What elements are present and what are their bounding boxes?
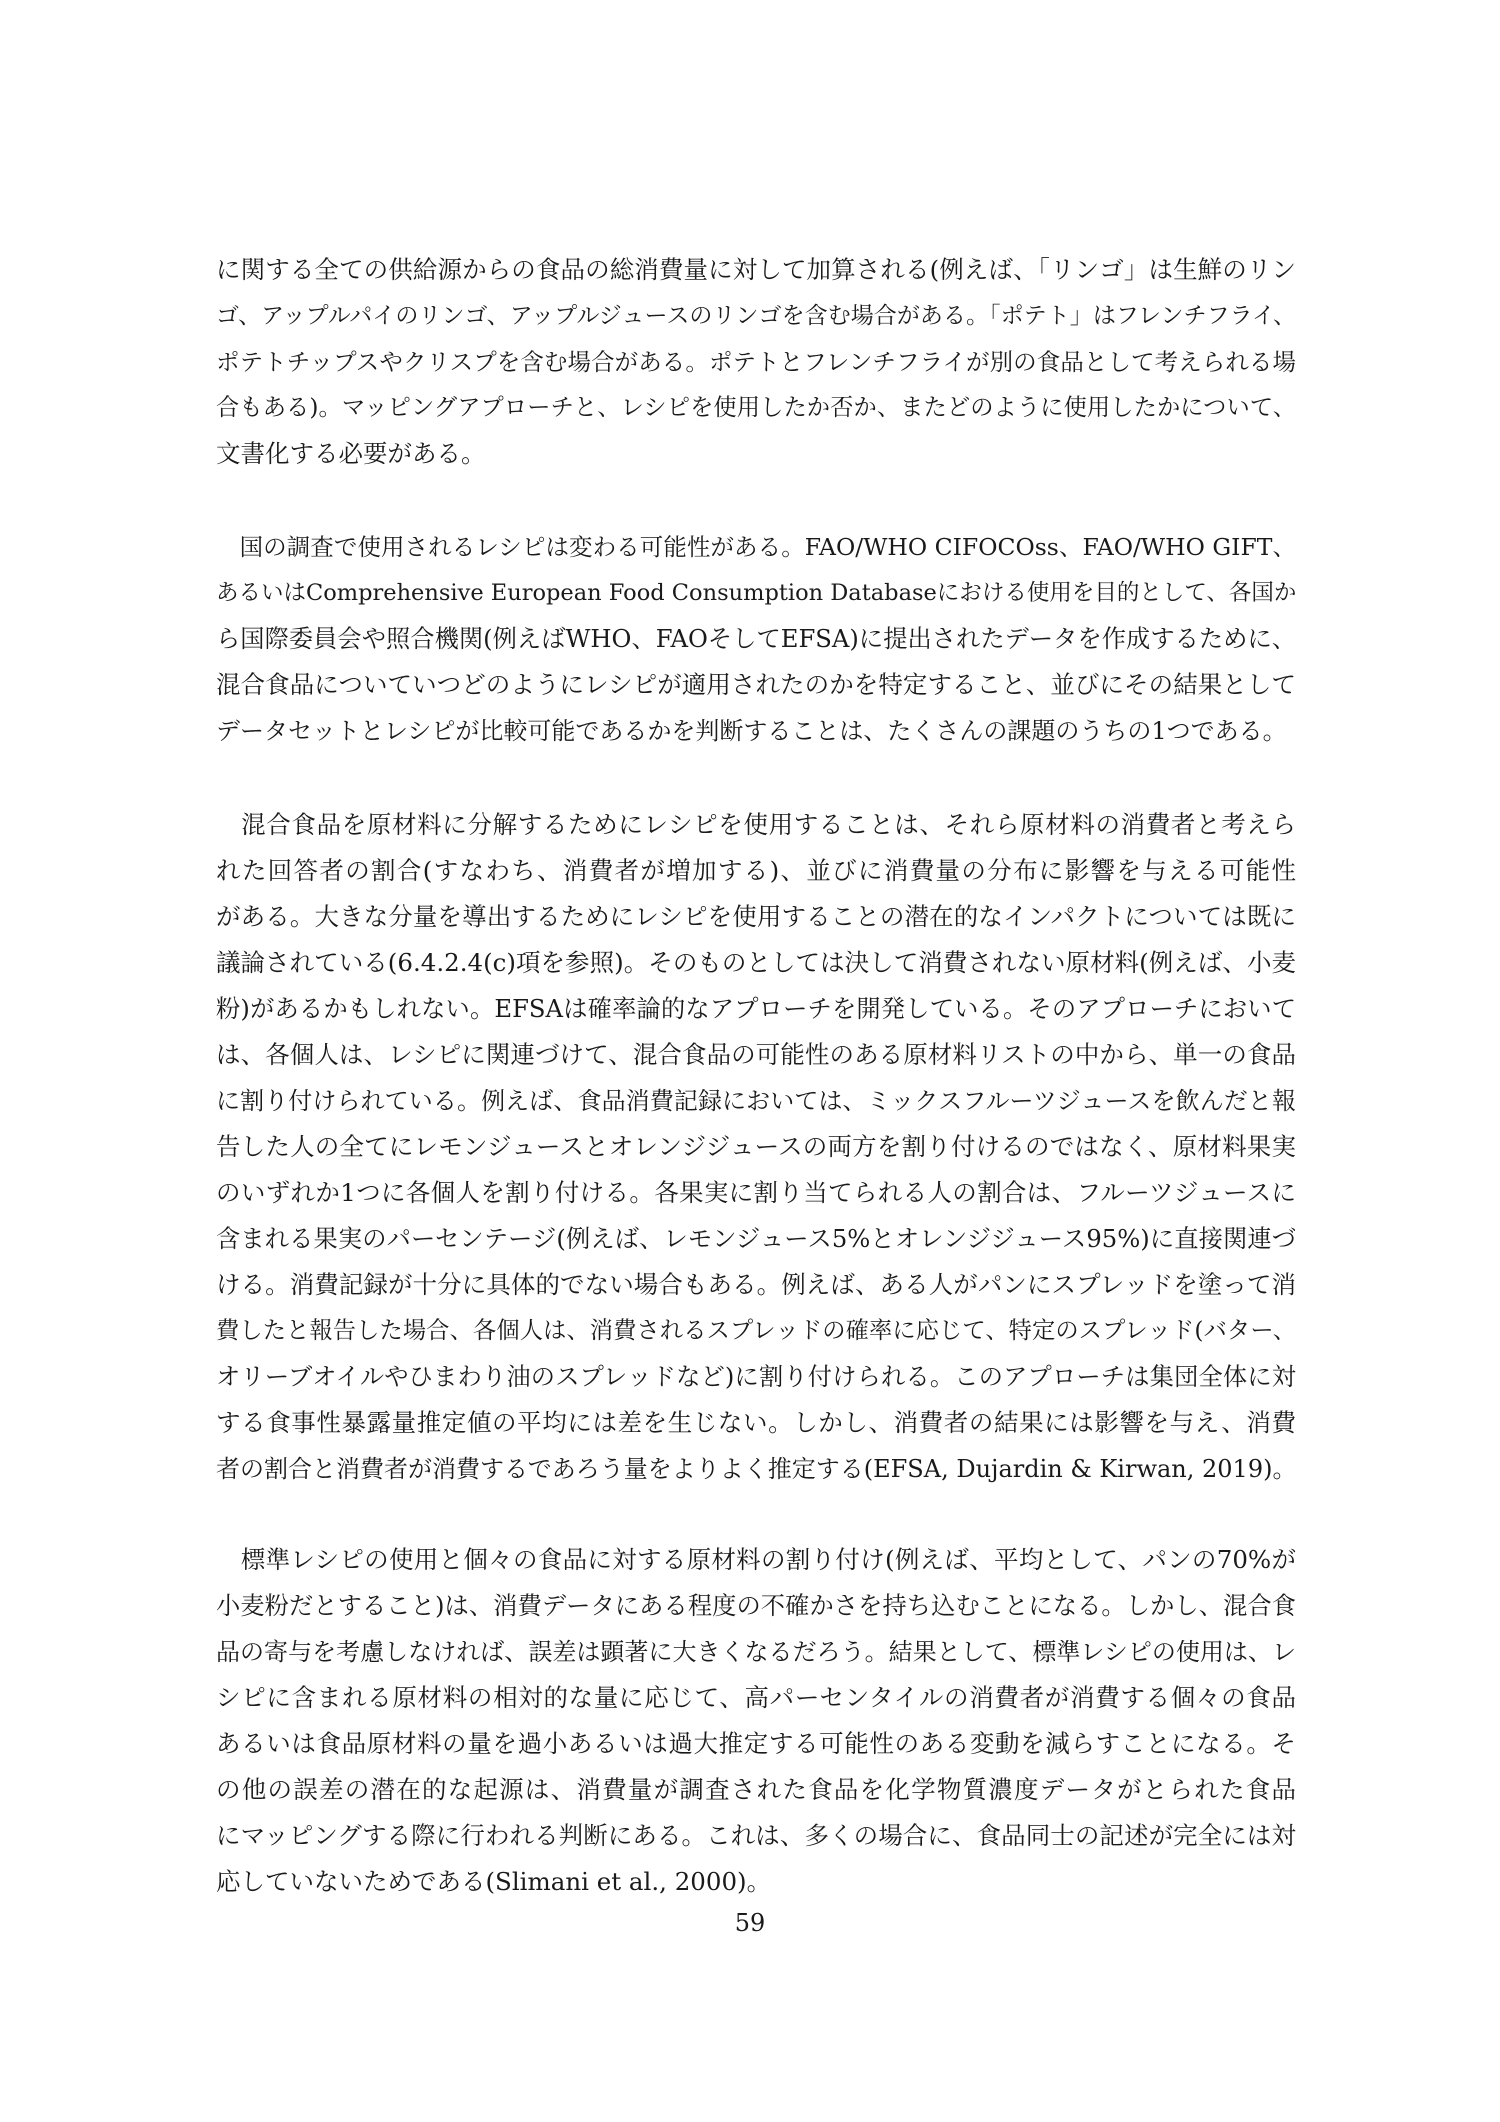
page-number: 59 — [734, 1909, 766, 1937]
paragraph-line: データセットとレシピが比較可能であるかを判断することは、たくさんの課題のうちの1つである。 — [216, 717, 1287, 745]
paragraph-line: 者の割合と消費者が消費するであろう量をよりよく推定する(EFSA, Dujardin & Kirwan, 2019)。 — [216, 1455, 1297, 1483]
paragraph-2 — [216, 524, 1296, 754]
paragraph-line: 品の寄与を考慮しなければ、誤差は顕著に大きくなるだろう。結果として、標準レシピの使用は、レ — [216, 1638, 1296, 1666]
paragraph-line: 標準レシピの使用と個々の食品に対する原材料の割り付け(例えば、平均として、パンの70%が — [216, 1545, 1296, 1574]
paragraph-line: の他の誤差の潜在的な起源は、消費量が調査された食品を化学物質濃度データがとられた食品 — [216, 1775, 1296, 1804]
paragraph-line: ける。消費記録が十分に具体的でない場合もある。例えば、ある人がパンにスプレッドを塗って消 — [216, 1270, 1296, 1299]
paragraph-line: する食事性暴露量推定値の平均には差を生じない。しかし、消費者の結果には影響を与え、消費 — [216, 1408, 1296, 1437]
paragraph-line: 混合食品についていつどのようにレシピが適用されたのかを特定すること、並びにその結果として — [216, 670, 1296, 699]
paragraph-line: 議論されている(6.4.2.4(c)項を参照)。そのものとしては決して消費されない原材料(例えば、小麦 — [216, 948, 1296, 977]
paragraph-line: 文書化する必要がある。 — [216, 439, 486, 468]
paragraph-line: れた回答者の割合(すなわち、消費者が増加する)、並びに消費量の分布に影響を与える可能性 — [216, 856, 1296, 885]
paragraph-line: 含まれる果実のパーセンテージ(例えば、レモンジュース5%とオレンジジュース95%)に直接関連づ — [216, 1224, 1296, 1253]
paragraph-line: 告した人の全てにレモンジュースとオレンジジュースの両方を割り付けるのではなく、原材料果実 — [216, 1132, 1296, 1161]
paragraph-spacer — [216, 477, 1296, 524]
paragraph-line: に関する全ての供給源からの食品の総消費量に対して加算される(例えば、「リンゴ」は生鮮のリン — [216, 255, 1296, 284]
paragraph-line: のいずれか1つに各個人を割り付ける。各果実に割り当てられる人の割合は、フルーツジュースに — [216, 1178, 1296, 1207]
paragraph-spacer — [216, 754, 1296, 802]
paragraph-line: は、各個人は、レシピに関連づけて、混合食品の可能性のある原材料リストの中から、単一の食品 — [216, 1040, 1296, 1069]
paragraph-line: ゴ、アップルパイのリンゴ、アップルジュースのリンゴを含む場合がある。「ポテト」はフレンチフライ、 — [216, 303, 1296, 329]
paragraph-line: に割り付けられている。例えば、食品消費記録においては、ミックスフルーツジュースを飲んだと報 — [216, 1087, 1296, 1115]
paragraph-line: ポテトチップスやクリスプを含む場合がある。ポテトとフレンチフライが別の食品として考えられる場 — [216, 348, 1296, 376]
paragraph-line: あるいは食品原材料の量を過小あるいは過大推定する可能性のある変動を減らすことになる。そ — [216, 1729, 1296, 1758]
paragraph-3 — [216, 802, 1296, 1492]
paragraph-line: あるいはComprehensive European Food Consumption Databaseにおける使用を目的として、各国か — [216, 580, 1297, 606]
paragraph-line: がある。大きな分量を導出するためにレシピを使用することの潜在的なインパクトについては既に — [216, 902, 1296, 931]
paragraph-line: 小麦粉だとすること)は、消費データにある程度の不確かさを持ち込むことになる。しかし、混合食 — [216, 1591, 1296, 1620]
paragraph-spacer — [216, 1492, 1296, 1537]
paragraph-line: 合もある)。マッピングアプローチと、レシピを使用したか否か、またどのように使用したかについて、 — [216, 394, 1296, 421]
paragraph-line: にマッピングする際に行われる判断にある。これは、多くの場合に、食品同士の記述が完全には対 — [216, 1821, 1296, 1850]
body-text — [216, 247, 1296, 1905]
paragraph-line: 国の調査で使用されるレシピは変わる可能性がある。FAO/WHO CIFOCOss、FAO/WHO GIFT、 — [216, 533, 1296, 561]
paragraph-line: 費したと報告した場合、各個人は、消費されるスプレッドの確率に応じて、特定のスプレッド(バター、 — [216, 1317, 1296, 1344]
paragraph-line: 応していないためである(Slimani et al., 2000)。 — [216, 1867, 772, 1896]
paragraph-4 — [216, 1537, 1296, 1905]
paragraph-line: シピに含まれる原材料の相対的な量に応じて、高パーセンタイルの消費者が消費する個々の食品 — [216, 1683, 1296, 1712]
paragraph-line: 粉)があるかもしれない。EFSAは確率論的なアプローチを開発している。そのアプローチにおいて — [216, 994, 1296, 1023]
paragraph-line: ら国際委員会や照合機関(例えばWHO、FAOそしてEFSA)に提出されたデータを作成するために、 — [216, 624, 1296, 653]
paragraph-line: オリーブオイルやひまわり油のスプレッドなど)に割り付けられる。このアプローチは集団全体に対 — [216, 1362, 1296, 1391]
paragraph-1 — [216, 247, 1296, 477]
paragraph-line: 混合食品を原材料に分解するためにレシピを使用することは、それら原材料の消費者と考えら — [216, 810, 1296, 839]
